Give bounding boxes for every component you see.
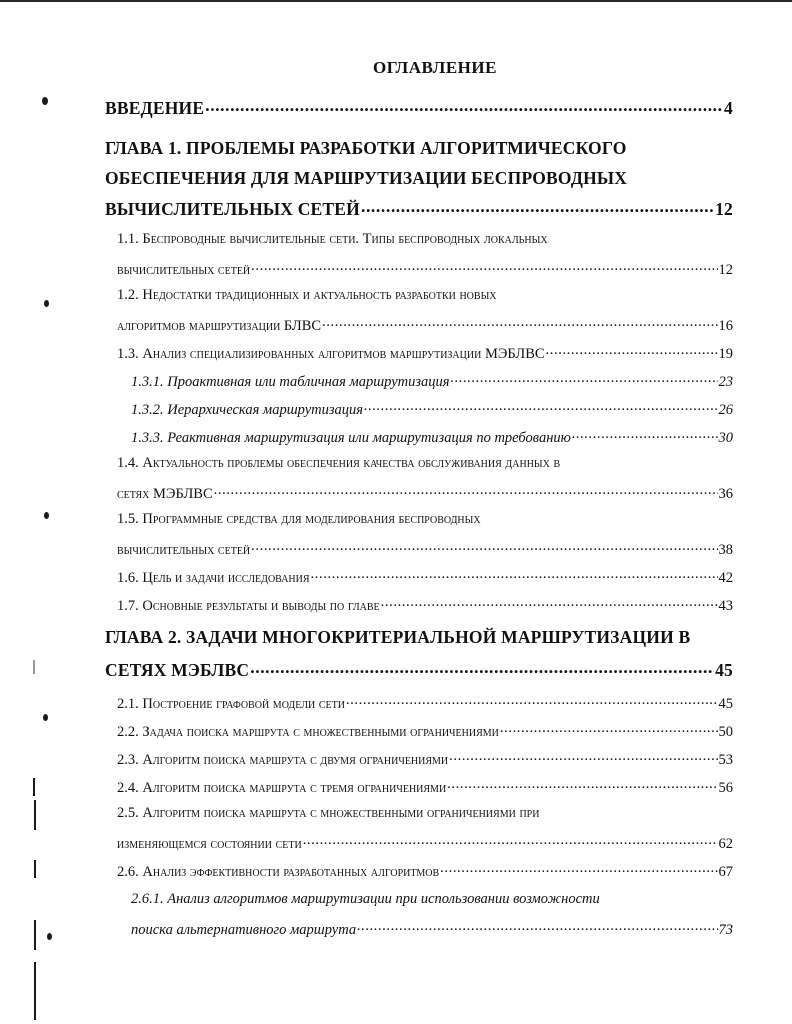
scan-edge-mark bbox=[33, 660, 35, 674]
toc-entry-label: 2.4. Алгоритм поиска маршрута с тремя ограничениями bbox=[117, 779, 447, 796]
chapter-1-heading-line-1: ГЛАВА 1. ПРОБЛЕМЫ РАЗРАБОТКИ АЛГОРИТМИЧЕСКОГО bbox=[105, 138, 627, 158]
dot-leader bbox=[447, 777, 717, 792]
toc-entry-1-1[interactable] bbox=[117, 259, 733, 279]
dot-leader bbox=[449, 749, 717, 764]
scan-speck bbox=[44, 300, 49, 307]
scan-speck bbox=[44, 512, 49, 519]
toc-entry-1-3[interactable] bbox=[117, 343, 733, 363]
page-number: 38 bbox=[718, 541, 733, 558]
toc-entry-label: ВВЕДЕНИЕ bbox=[105, 97, 205, 118]
dot-leader bbox=[364, 399, 718, 414]
toc-entry-1-3-1[interactable] bbox=[131, 371, 733, 391]
scan-edge-mark bbox=[33, 778, 35, 796]
page-number: 67 bbox=[718, 863, 733, 880]
toc-entry-label: алгоритмов маршрутизации БЛВС bbox=[117, 317, 322, 334]
toc-entry-1-7[interactable] bbox=[117, 595, 733, 615]
toc-entry-label: 1.3.3. Реактивная маршрутизация или маршрутизация по требованию bbox=[131, 429, 571, 446]
dot-leader bbox=[311, 567, 718, 582]
toc-entry-1-6[interactable] bbox=[117, 567, 733, 587]
dot-leader bbox=[440, 861, 717, 876]
toc-entry-1-2[interactable] bbox=[117, 315, 733, 335]
dot-leader bbox=[322, 315, 717, 330]
scan-speck bbox=[43, 714, 48, 721]
page-number: 56 bbox=[718, 779, 733, 796]
toc-entry-label: 2.3. Алгоритм поиска маршрута с двумя ограничениями bbox=[117, 751, 449, 768]
page-number: 62 bbox=[718, 835, 733, 852]
toc-entry-2-4[interactable] bbox=[117, 777, 733, 797]
toc-entry-label: 1.3.2. Иерархическая маршрутизация bbox=[131, 401, 363, 418]
dot-leader bbox=[361, 197, 714, 215]
toc-entry-label: 2.2. Задача поиска маршрута с множественными ограничениями bbox=[117, 723, 499, 740]
dot-leader bbox=[251, 539, 717, 554]
toc-entry-label: ВЫЧИСЛИТЕЛЬНЫХ СЕТЕЙ bbox=[105, 198, 360, 219]
toc-entry-1-3-2[interactable] bbox=[131, 399, 733, 419]
toc-entry-label: 1.6. Цель и задачи исследования bbox=[117, 569, 310, 586]
toc-entry-2-3[interactable] bbox=[117, 749, 733, 769]
toc-entry-2-5-line-1: 2.5. Алгоритм поиска маршрута с множественными ограничениями при bbox=[117, 805, 540, 821]
toc-entry-1-5[interactable] bbox=[117, 539, 733, 559]
toc-entry-1-1-line-1: 1.1. Беспроводные вычислительные сети. Типы беспроводных локальных bbox=[117, 231, 548, 247]
toc-entry-label: СЕТЯХ МЭБЛВС bbox=[105, 659, 250, 680]
page-number: 73 bbox=[718, 921, 733, 938]
page-number: 19 bbox=[718, 345, 733, 362]
page-title: ОГЛАВЛЕНИЕ bbox=[373, 58, 497, 77]
scan-speck bbox=[42, 97, 48, 105]
toc-entry-introduction[interactable] bbox=[105, 96, 733, 119]
scan-edge-mark bbox=[34, 920, 36, 950]
toc-entry-1-5-line-1: 1.5. Программные средства для моделирования беспроводных bbox=[117, 511, 481, 527]
dot-leader bbox=[251, 259, 717, 274]
toc-entry-label: 2.6. Анализ эффективности разработанных алгоритмов bbox=[117, 863, 440, 880]
page-number: 12 bbox=[718, 261, 733, 278]
toc-entry-2-5[interactable] bbox=[117, 833, 733, 853]
toc-entry-2-6-1-line-1: 2.6.1. Анализ алгоритмов маршрутизации при использовании возможности bbox=[131, 891, 600, 907]
toc-entry-2-6-1[interactable] bbox=[131, 919, 733, 939]
dot-leader bbox=[500, 721, 718, 736]
chapter-2-heading-line-1: ГЛАВА 2. ЗАДАЧИ МНОГОКРИТЕРИАЛЬНОЙ МАРШРУТИЗАЦИИ В bbox=[105, 627, 691, 647]
scan-edge-mark bbox=[34, 860, 36, 878]
toc-entry-label: 1.3.1. Проактивная или табличная маршрутизация bbox=[131, 373, 450, 390]
scan-edge-mark bbox=[34, 962, 36, 1020]
toc-entry-label: вычислительных сетей bbox=[117, 541, 251, 558]
toc-entry-1-2-line-1: 1.2. Недостатки традиционных и актуальность разработки новых bbox=[117, 287, 497, 303]
dot-leader bbox=[303, 833, 718, 848]
toc-entry-label: 1.7. Основные результаты и выводы по главе bbox=[117, 597, 380, 614]
page-number: 12 bbox=[715, 198, 733, 219]
dot-leader bbox=[205, 96, 723, 114]
page-number: 36 bbox=[718, 485, 733, 502]
toc-entry-2-6[interactable] bbox=[117, 861, 733, 881]
toc-entry-1-4-line-1: 1.4. Актуальность проблемы обеспечения качества обслуживания данных в bbox=[117, 455, 561, 471]
page-number: 30 bbox=[718, 429, 733, 446]
page-number: 45 bbox=[718, 695, 733, 712]
toc-entry-label: поиска альтернативного маршрута bbox=[131, 921, 357, 938]
dot-leader bbox=[572, 427, 718, 442]
toc-entry-2-1[interactable] bbox=[117, 693, 733, 713]
page-number: 53 bbox=[718, 751, 733, 768]
toc-entry-chapter-2[interactable] bbox=[105, 658, 733, 681]
dot-leader bbox=[214, 483, 718, 498]
dot-leader bbox=[381, 595, 718, 610]
page-number: 42 bbox=[718, 569, 733, 586]
page-number: 50 bbox=[718, 723, 733, 740]
toc-entry-label: 1.3. Анализ специализированных алгоритмов маршрутизации МЭБЛВС bbox=[117, 345, 545, 362]
toc-entry-1-4[interactable] bbox=[117, 483, 733, 503]
scan-top-border bbox=[0, 0, 792, 2]
page-number: 45 bbox=[715, 659, 733, 680]
dot-leader bbox=[357, 919, 717, 934]
page-number: 16 bbox=[718, 317, 733, 334]
scan-speck bbox=[47, 933, 52, 940]
dot-leader bbox=[451, 371, 718, 386]
toc-entry-1-3-3[interactable] bbox=[131, 427, 733, 447]
page-number: 26 bbox=[718, 401, 733, 418]
page-number: 23 bbox=[718, 373, 733, 390]
toc-entry-label: сетях МЭБЛВС bbox=[117, 485, 213, 502]
dot-leader bbox=[346, 693, 718, 708]
toc-entry-chapter-1[interactable] bbox=[105, 197, 733, 220]
toc-entry-2-2[interactable] bbox=[117, 721, 733, 741]
toc-entry-label: вычислительных сетей bbox=[117, 261, 251, 278]
toc-entry-label: 2.1. Построение графовой модели сети bbox=[117, 695, 345, 712]
page-number: 43 bbox=[718, 597, 733, 614]
toc-entry-label: изменяющемся состоянии сети bbox=[117, 835, 302, 852]
chapter-1-heading-line-2: ОБЕСПЕЧЕНИЯ ДЛЯ МАРШРУТИЗАЦИИ БЕСПРОВОДНЫХ bbox=[105, 168, 628, 188]
scan-edge-mark bbox=[34, 800, 36, 830]
dot-leader bbox=[250, 658, 714, 676]
page-number: 4 bbox=[724, 97, 733, 118]
dot-leader bbox=[546, 343, 718, 358]
